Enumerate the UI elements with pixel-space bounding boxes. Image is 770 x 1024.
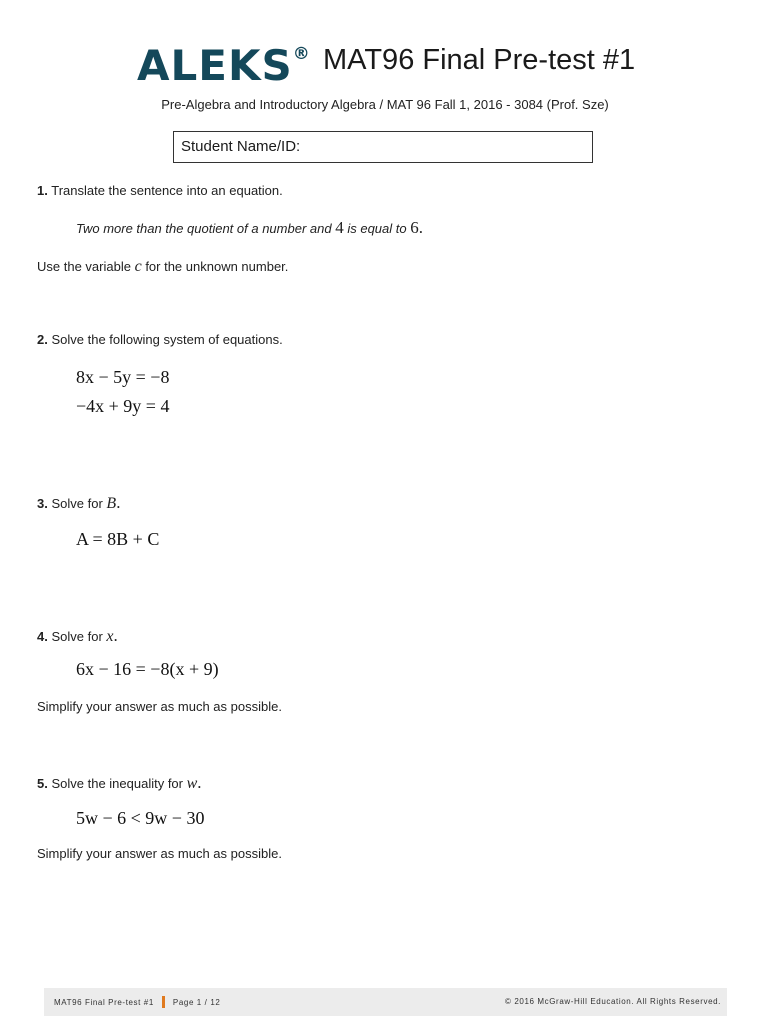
question-number: 5. — [37, 776, 48, 791]
page-footer — [44, 988, 727, 1016]
footer-page-number: Page 1 / 12 — [172, 998, 221, 1008]
question-text: Solve for — [51, 496, 103, 511]
question-text: Solve for — [51, 629, 103, 644]
note-variable: c — [134, 258, 142, 275]
question-text: Solve the following system of equations. — [51, 332, 283, 347]
sentence-part: Two more than the quotient of a number and — [76, 221, 332, 236]
sentence-number: 4 — [335, 218, 344, 237]
question-variable: B — [106, 495, 117, 512]
document-title: MAT96 Final Pre-test #1 — [323, 44, 636, 76]
question-number: 3. — [37, 496, 48, 511]
footer-copyright: © 2016 McGraw-Hill Education. All Rights Reserved. — [505, 997, 721, 1006]
question-number: 1. — [37, 183, 48, 198]
question-end: . — [113, 626, 118, 645]
aleks-logo — [137, 36, 310, 90]
sentence-number: 6 — [410, 218, 419, 237]
question-5-note: Simplify your answer as much as possible. — [37, 846, 282, 861]
question-3-prompt — [37, 493, 120, 513]
logo-text: ALEKS — [137, 41, 293, 90]
student-name-label: Student Name/ID: — [181, 138, 301, 155]
sentence-part: is equal to — [347, 221, 407, 236]
question-text: Solve the inequality for — [51, 776, 183, 791]
logo-registered-mark: ® — [292, 44, 310, 64]
question-end: . — [116, 493, 121, 512]
question-2-prompt — [37, 332, 283, 347]
question-1-prompt — [37, 183, 283, 198]
sentence-end: . — [418, 218, 423, 237]
page-header — [0, 36, 770, 90]
question-3-equation: A = 8B + C — [76, 529, 160, 549]
question-text: Translate the sentence into an equation. — [51, 183, 283, 198]
question-end: . — [197, 773, 202, 792]
question-5-prompt — [37, 773, 202, 793]
student-name-box — [173, 131, 593, 163]
footer-doc-title: MAT96 Final Pre-test #1 — [54, 998, 154, 1008]
footer-left — [54, 997, 220, 1009]
question-5-inequality: 5w − 6 < 9w − 30 — [76, 808, 205, 828]
question-4-note: Simplify your answer as much as possible. — [37, 699, 282, 714]
footer-divider — [162, 996, 165, 1008]
question-number: 4. — [37, 629, 48, 644]
question-1-sentence — [76, 218, 423, 238]
question-variable: w — [186, 775, 198, 792]
question-2-equation-2: −4x + 9y = 4 — [76, 396, 170, 416]
note-part: Use the variable — [37, 259, 131, 274]
question-4-prompt — [37, 626, 118, 646]
question-4-equation: 6x − 16 = −8(x + 9) — [76, 659, 219, 679]
question-number: 2. — [37, 332, 48, 347]
note-part: for the unknown number. — [145, 259, 289, 274]
course-subtitle: Pre-Algebra and Introductory Algebra / MAT 96 Fall 1, 2016 - 3084 (Prof. Sze) — [161, 97, 609, 112]
question-1-note — [37, 258, 288, 276]
question-2-equation-1: 8x − 5y = −8 — [76, 367, 170, 387]
question-variable: x — [106, 628, 114, 645]
